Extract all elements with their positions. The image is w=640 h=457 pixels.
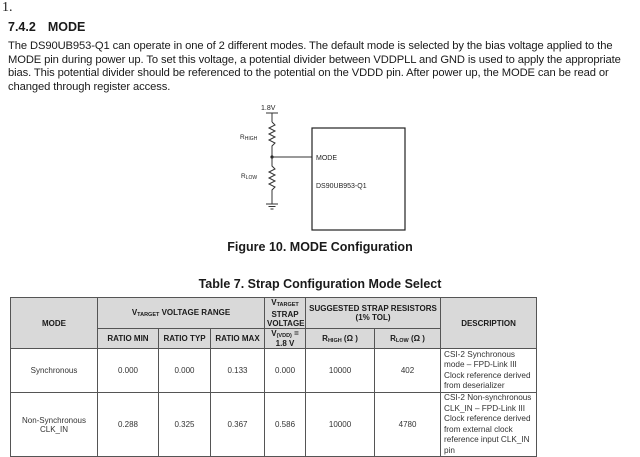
header-ratio-max: RATIO MAX xyxy=(211,329,265,349)
section-heading xyxy=(8,20,85,34)
header-voltage-range: $V_{TARGET}$ VOLTAGE RANGE xyxy=(98,298,265,329)
rhigh-label: RHIGH xyxy=(240,134,258,142)
chip-label: DS90UB953-Q1 xyxy=(316,183,367,190)
supply-label: 1.8V xyxy=(261,105,276,112)
cell-description: CSI-2 Synchronous mode – FPD-Link III Clock reference derived from deserializer xyxy=(441,349,537,393)
cell-mode: Synchronous xyxy=(11,349,98,393)
header-description: DESCRIPTION xyxy=(441,298,537,349)
cell-ratio-max: 0.133 xyxy=(211,349,265,393)
cell-rlow: 402 xyxy=(375,349,441,393)
mode-pin-label: MODE xyxy=(316,155,337,162)
ground-icon xyxy=(266,204,278,209)
figure-caption: Figure 10. MODE Configuration xyxy=(227,240,413,254)
rhigh-resistor xyxy=(269,122,275,157)
chip-box xyxy=(312,128,405,230)
header-rlow: $R_{LOW}$ (Ω ) xyxy=(375,329,441,349)
list-item-number: 1. xyxy=(2,0,13,15)
cell-ratio-min: 0.288 xyxy=(98,393,159,457)
cell-rhigh: 10000 xyxy=(306,393,375,457)
section-number: 7.4.2 xyxy=(8,20,36,34)
cell-strap-voltage: 0.000 xyxy=(265,349,306,393)
table-header-row xyxy=(11,298,537,329)
header-mode: MODE xyxy=(11,298,98,349)
cell-description: CSI-2 Non-synchronous CLK_IN – FPD-Link III Clock reference derived from external clock reference input CLK_IN pin xyxy=(441,393,537,457)
header-strap-voltage: $V_{TARGET}$ STRAP VOLTAGE xyxy=(265,298,306,329)
cell-mode: Non-Synchronous CLK_IN xyxy=(11,393,98,457)
cell-rlow: 4780 xyxy=(375,393,441,457)
header-ratio-min: RATIO MIN xyxy=(98,329,159,349)
mode-schematic xyxy=(220,100,420,240)
section-title: MODE xyxy=(47,20,86,34)
rlow-resistor xyxy=(269,157,275,204)
table-caption: Table 7. Strap Configuration Mode Select xyxy=(198,277,442,291)
cell-ratio-min: 0.000 xyxy=(98,349,159,393)
header-strap-resistors: SUGGESTED STRAP RESISTORS (1% TOL) xyxy=(306,298,441,329)
section-paragraph: The DS90UB953-Q1 can operate in one of 2 different modes. The default mode is selected by the bias voltage applied to the MODE pin during power up. To set this voltage, a potential divider between VDDPLL and GND is used to apply the appropriate bias. This potential divider should be referenced to the potential on the VDDD pin. After power up, the MODE can be read or changed through register access. xyxy=(8,40,621,93)
supply-rail-icon xyxy=(266,113,278,122)
header-vdd: $V_{(VDD)} = 1.8$ V xyxy=(265,329,306,349)
cell-ratio-max: 0.367 xyxy=(211,393,265,457)
rlow-label: RLOW xyxy=(241,173,258,181)
header-rhigh: $R_{HIGH}$ (Ω ) xyxy=(306,329,375,349)
table-row xyxy=(11,349,537,393)
table-row xyxy=(11,393,537,457)
cell-ratio-typ: 0.000 xyxy=(159,349,211,393)
header-ratio-typ: RATIO TYP xyxy=(159,329,211,349)
cell-strap-voltage: 0.586 xyxy=(265,393,306,457)
strap-config-table xyxy=(10,297,537,457)
cell-ratio-typ: 0.325 xyxy=(159,393,211,457)
cell-rhigh: 10000 xyxy=(306,349,375,393)
